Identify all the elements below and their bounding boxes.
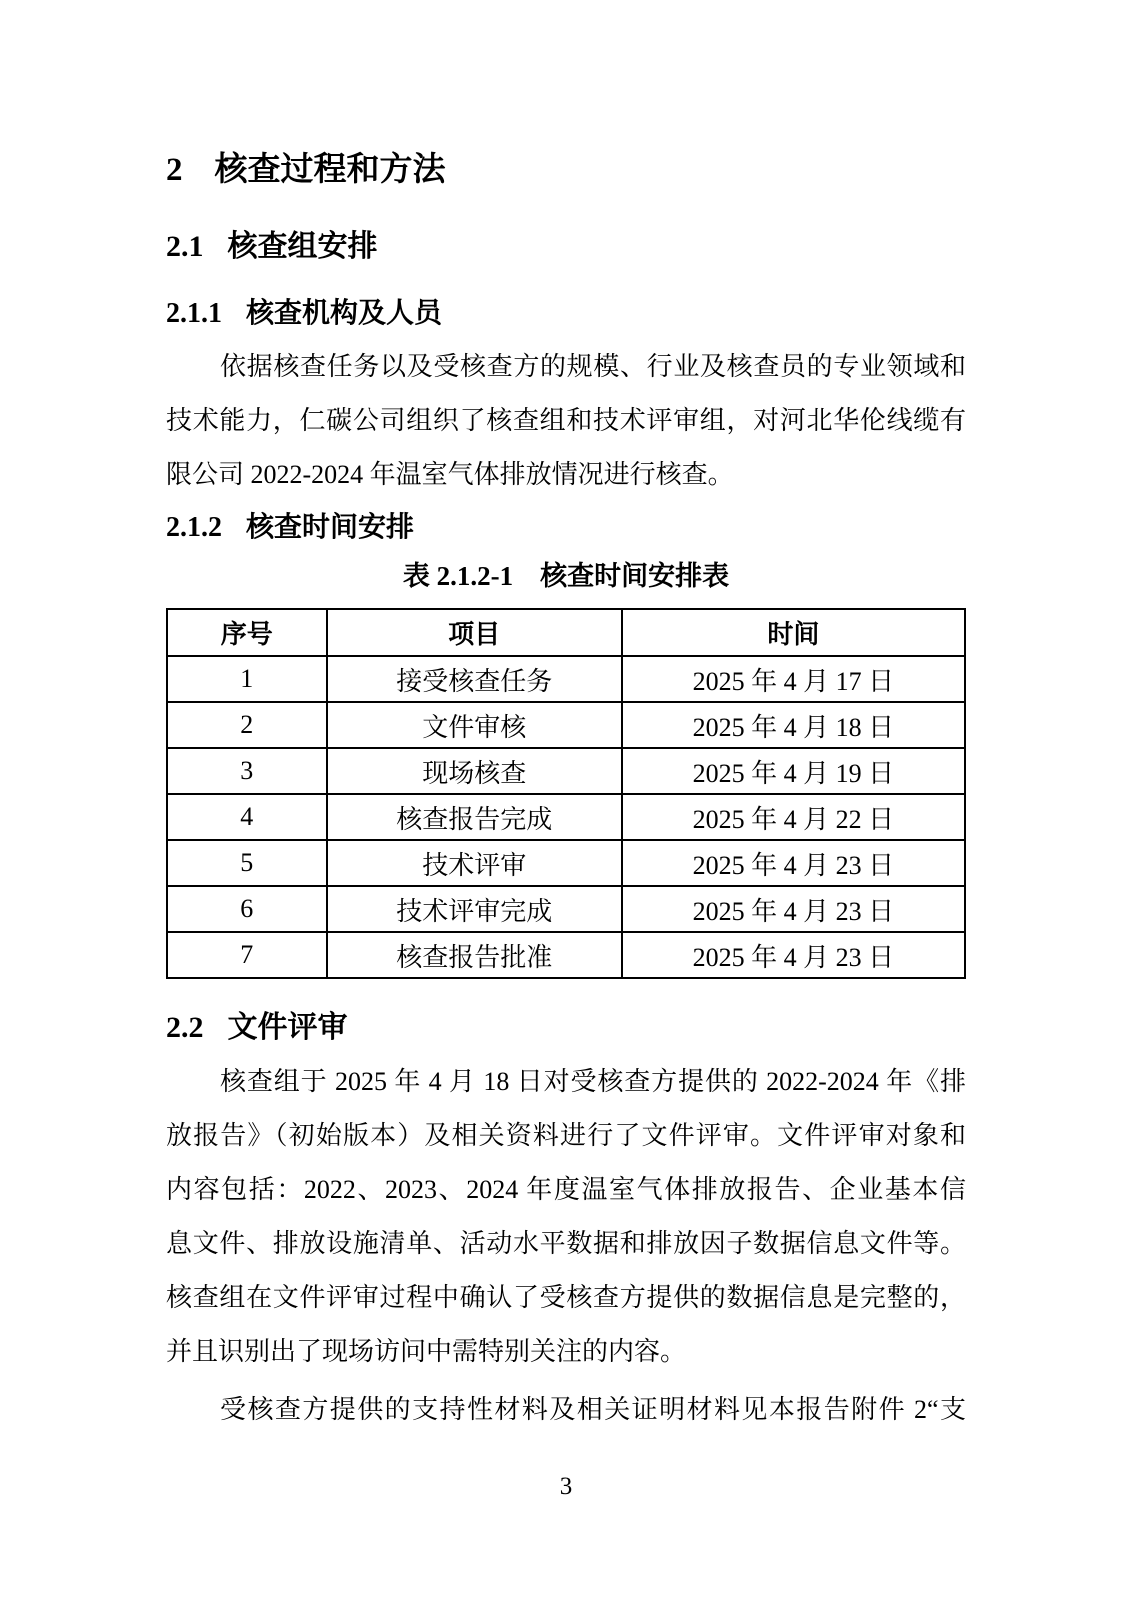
paragraph-line: 核查组于 2025 年 4 月 18 日对受核查方提供的 2022-2024 年《排 [220, 1067, 966, 1096]
cell-item: 技术评审 [327, 840, 622, 886]
cell-time: 2025 年 4 月 23 日 [622, 932, 965, 978]
paragraph-line: 息文件、排放设施清单、活动水平数据和排放因子数据信息文件等。 [166, 1229, 966, 1258]
heading-text: 文件评审 [227, 1011, 348, 1044]
page-number: 3 [559, 1473, 573, 1500]
paragraph-document-review [166, 1055, 966, 1379]
cell-seq: 1 [167, 656, 327, 702]
paragraph-line: 内容包括：2022、2023、2024 年度温室气体排放报告、企业基本信 [166, 1175, 966, 1204]
cell-time: 2025 年 4 月 19 日 [622, 748, 965, 794]
paragraph-line: 放报告》（初始版本）及相关资料进行了文件评审。文件评审对象和 [166, 1121, 966, 1150]
heading-text: 核查过程和方法 [214, 152, 446, 188]
section-heading-2-2 [166, 1009, 966, 1047]
table-row [167, 794, 965, 840]
table-header-row [167, 609, 965, 656]
verification-schedule-table [166, 608, 966, 979]
table-row [167, 932, 965, 978]
heading-number: 2.2 [166, 1011, 204, 1044]
cell-seq: 6 [167, 886, 327, 932]
paragraph-line: 并且识别出了现场访问中需特别关注的内容。 [166, 1337, 687, 1366]
cell-item: 文件审核 [327, 702, 622, 748]
cell-time: 2025 年 4 月 18 日 [622, 702, 965, 748]
heading-number: 2 [166, 152, 183, 188]
column-header-seq: 序号 [167, 609, 327, 656]
cell-item: 接受核查任务 [327, 656, 622, 702]
section-heading-2 [166, 150, 966, 190]
column-header-time: 时间 [622, 609, 965, 656]
cell-seq: 4 [167, 794, 327, 840]
table-row [167, 748, 965, 794]
section-heading-2-1-2 [166, 510, 966, 546]
paragraph-line: 受核查方提供的支持性材料及相关证明材料见本报告附件 2“支 [220, 1395, 966, 1424]
table-row [167, 840, 965, 886]
cell-seq: 3 [167, 748, 327, 794]
table-row [167, 886, 965, 932]
cell-time: 2025 年 4 月 22 日 [622, 794, 965, 840]
cell-item: 技术评审完成 [327, 886, 622, 932]
cell-seq: 5 [167, 840, 327, 886]
cell-time: 2025 年 4 月 23 日 [622, 840, 965, 886]
paragraph-line: 限公司 2022-2024 年温室气体排放情况进行核查。 [166, 460, 734, 489]
table-row [167, 656, 965, 702]
section-heading-2-1 [166, 228, 966, 266]
cell-item: 核查报告批准 [327, 932, 622, 978]
paragraph-line: 依据核查任务以及受核查方的规模、行业及核查员的专业领域和 [220, 352, 966, 381]
table-caption: 表 2.1.2-1 核查时间安排表 [402, 561, 730, 591]
heading-text: 核查时间安排 [246, 512, 415, 543]
paragraph-verification-team [166, 340, 966, 502]
heading-number: 2.1 [166, 230, 204, 263]
heading-number: 2.1.2 [166, 512, 222, 543]
heading-text: 核查组安排 [227, 230, 378, 263]
column-header-item: 项目 [327, 609, 622, 656]
cell-time: 2025 年 4 月 23 日 [622, 886, 965, 932]
paragraph-supporting-materials [166, 1383, 966, 1437]
paragraph-line: 技术能力，仁碳公司组织了核查组和技术评审组，对河北华伦线缆有 [166, 406, 966, 435]
section-heading-2-1-1 [166, 296, 966, 332]
cell-time: 2025 年 4 月 17 日 [622, 656, 965, 702]
table-row [167, 702, 965, 748]
cell-item: 核查报告完成 [327, 794, 622, 840]
heading-number: 2.1.1 [166, 298, 222, 329]
cell-seq: 7 [167, 932, 327, 978]
cell-seq: 2 [167, 702, 327, 748]
paragraph-line: 核查组在文件评审过程中确认了受核查方提供的数据信息是完整的， [166, 1283, 966, 1312]
heading-text: 核查机构及人员 [246, 298, 443, 329]
cell-item: 现场核查 [327, 748, 622, 794]
